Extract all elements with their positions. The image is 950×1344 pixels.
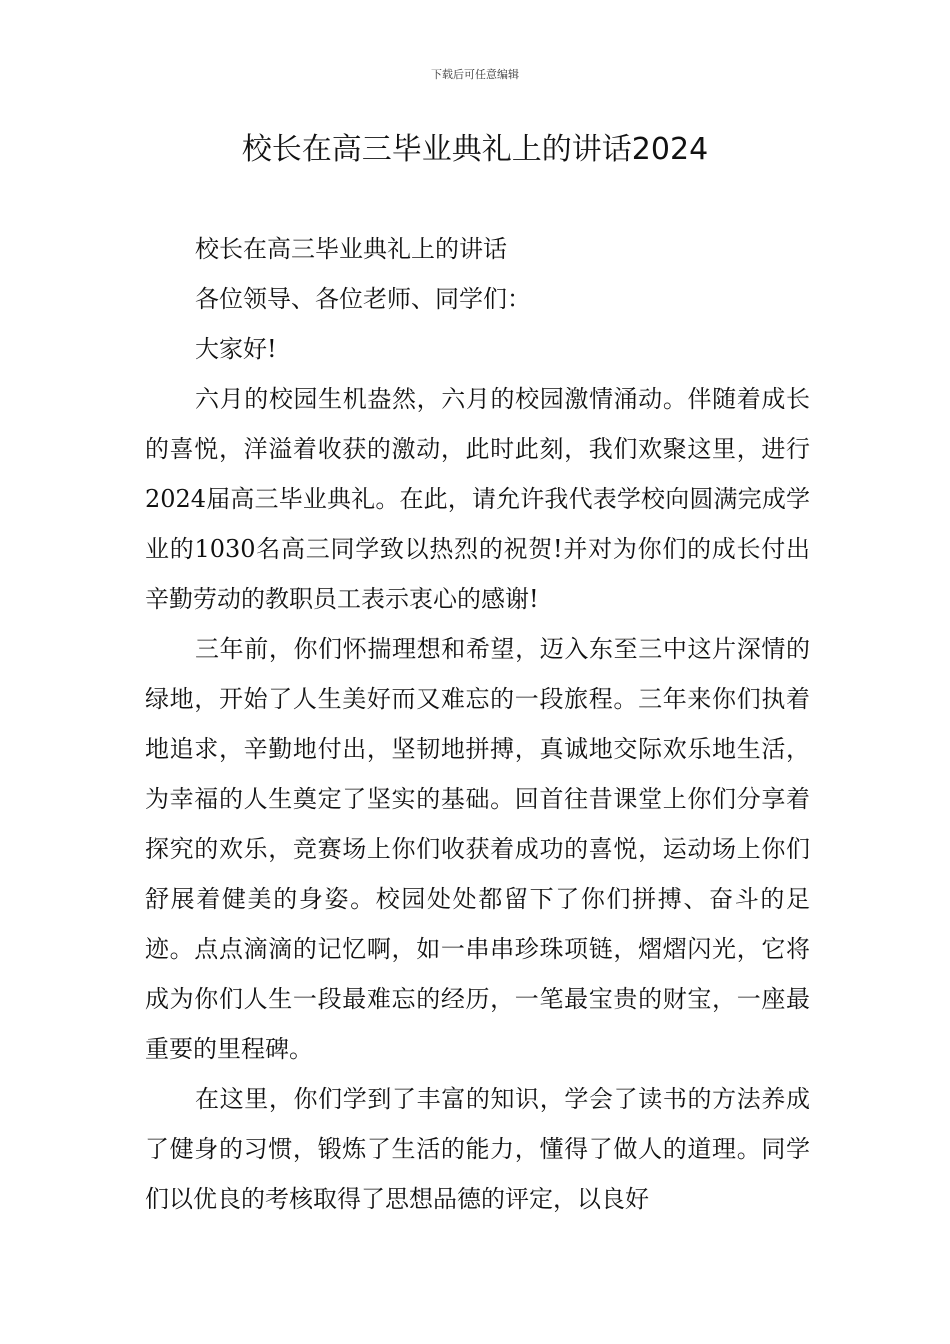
salutation-paragraph: 各位领导、各位老师、同学们：: [195, 285, 531, 313]
document-body: [145, 224, 810, 1224]
speech-heading-paragraph: 校长在高三毕业典礼上的讲话: [195, 235, 507, 263]
body-paragraph: 六月的校园生机盎然，六月的校园激情涌动。伴随着成长的喜悦，洋溢着收获的激动，此时此刻，我们欢聚这里，进行2024届高三毕业典礼。在此，请允许我代表学校向圆满完成学业的1030名高三同学致以热烈的祝贺!并对为你们的成长付出辛勤劳动的教职员工表示衷心的感谢!: [145, 385, 810, 613]
greeting-paragraph: 大家好!: [195, 335, 277, 363]
body-paragraph: 在这里，你们学到了丰富的知识，学会了读书的方法养成了健身的习惯，锻炼了生活的能力，懂得了做人的道理。同学们以优良的考核取得了思想品德的评定，以良好: [145, 1085, 810, 1213]
document-title: 校长在高三毕业典礼上的讲话2024: [241, 132, 709, 167]
body-paragraph: 三年前，你们怀揣理想和希望，迈入东至三中这片深情的绿地，开始了人生美好而又难忘的一段旅程。三年来你们执着地追求，辛勤地付出，坚韧地拼搏，真诚地交际欢乐地生活，为幸福的人生奠定了坚实的基础。回首往昔课堂上你们分享着探究的欢乐，竞赛场上你们收获着成功的喜悦，运动场上你们舒展着健美的身姿。校园处处都留下了你们拼搏、奋斗的足迹。点点滴滴的记忆啊，如一串串珍珠项链，熠熠闪光，它将成为你们人生一段最难忘的经历，一笔最宝贵的财宝，一座最重要的里程碑。: [145, 635, 810, 1063]
page-header-note: 下载后可任意编辑: [431, 68, 519, 81]
